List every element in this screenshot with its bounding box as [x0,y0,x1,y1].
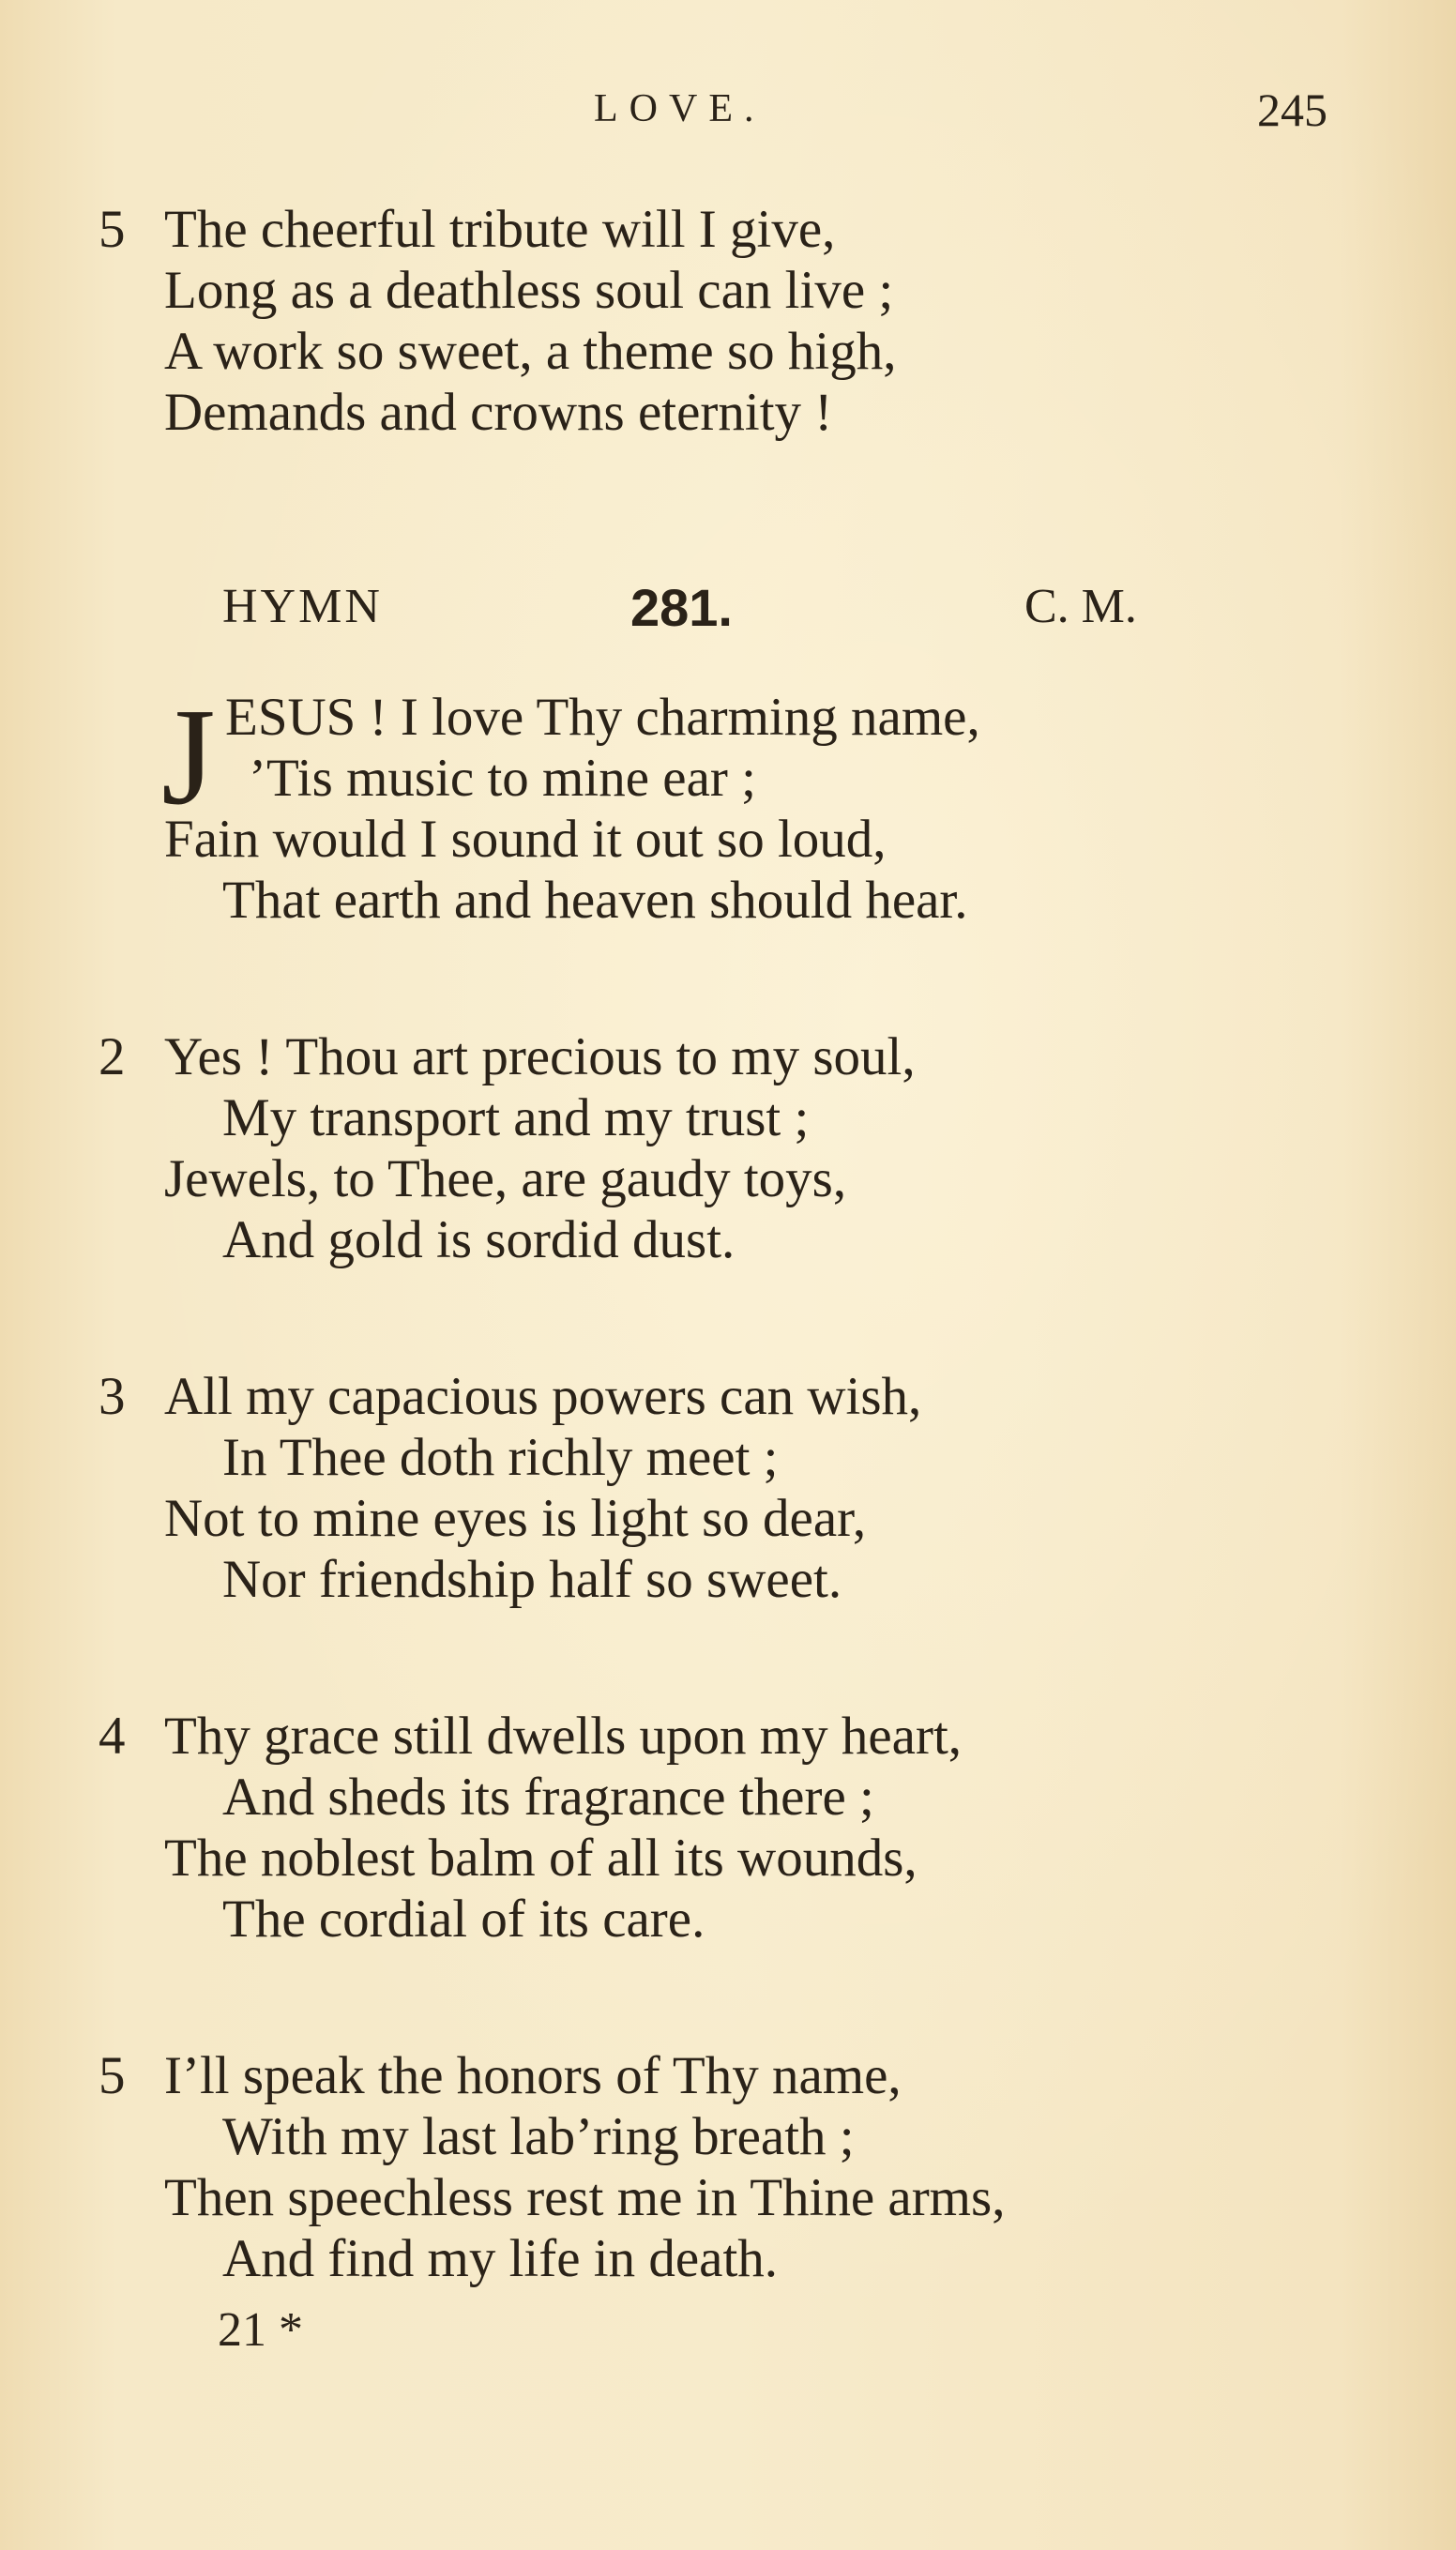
verse-line: Not to mine eyes is light so dear, [164,1489,867,1548]
verse-line: Jewels, to Thee, are gaudy toys, [164,1149,847,1208]
running-head [0,83,1456,139]
verse-line: A work so sweet, a theme so high, [164,322,897,381]
verse-line: Long as a deathless soul can live ; [164,261,894,320]
verse-line: Fain would I sound it out so loud, [164,810,887,869]
section-title: LOVE. [594,87,766,130]
verse-line: I’ll speak the honors of Thy name, [164,2046,902,2105]
verse-line: The cordial of its care. [222,1890,705,1949]
verse-line: The noblest balm of all its wounds, [164,1829,918,1888]
hymn-label: HYMN [222,580,383,633]
verse-line: All my capacious powers can wish, [164,1367,922,1426]
hymn-number: 281. [630,578,733,637]
verse-number: 4 [99,1707,126,1766]
verse-line: Then speechless rest me in Thine arms, [164,2168,1006,2227]
verse-number: 2 [99,1027,126,1086]
page-number: 245 [1257,83,1327,136]
hymn-header [0,579,1456,645]
verse-line: That earth and heaven should hear. [222,871,968,930]
verse-line: And gold is sordid dust. [222,1210,736,1269]
hymn-meter: C. M. [1024,580,1137,633]
verse-number: 5 [99,200,126,259]
verse-line: Thy grace still dwells upon my heart, [164,1707,963,1766]
verse-line: And find my life in death. [222,2229,779,2288]
verse-line: In Thee doth richly meet ; [222,1428,779,1487]
verse-line: Nor friendship half so sweet. [222,1550,842,1609]
verse-line: ESUS ! I love Thy charming name, [225,688,980,747]
signature-mark: 21 * [218,2303,303,2357]
verse-line: My transport and my trust ; [222,1088,810,1147]
drop-cap: J [161,680,216,834]
verse-line: The cheerful tribute will I give, [164,200,836,259]
verse-line: With my last lab’ring breath ; [222,2107,855,2166]
verse-line: And sheds its fragrance there ; [222,1768,874,1827]
verse-number: 5 [99,2046,126,2105]
verse-line: Demands and crowns eternity ! [164,383,833,442]
verse-line: Yes ! Thou art precious to my soul, [164,1027,916,1086]
verse-number: 3 [99,1367,126,1426]
verse-line: ’Tis music to mine ear ; [249,749,756,808]
